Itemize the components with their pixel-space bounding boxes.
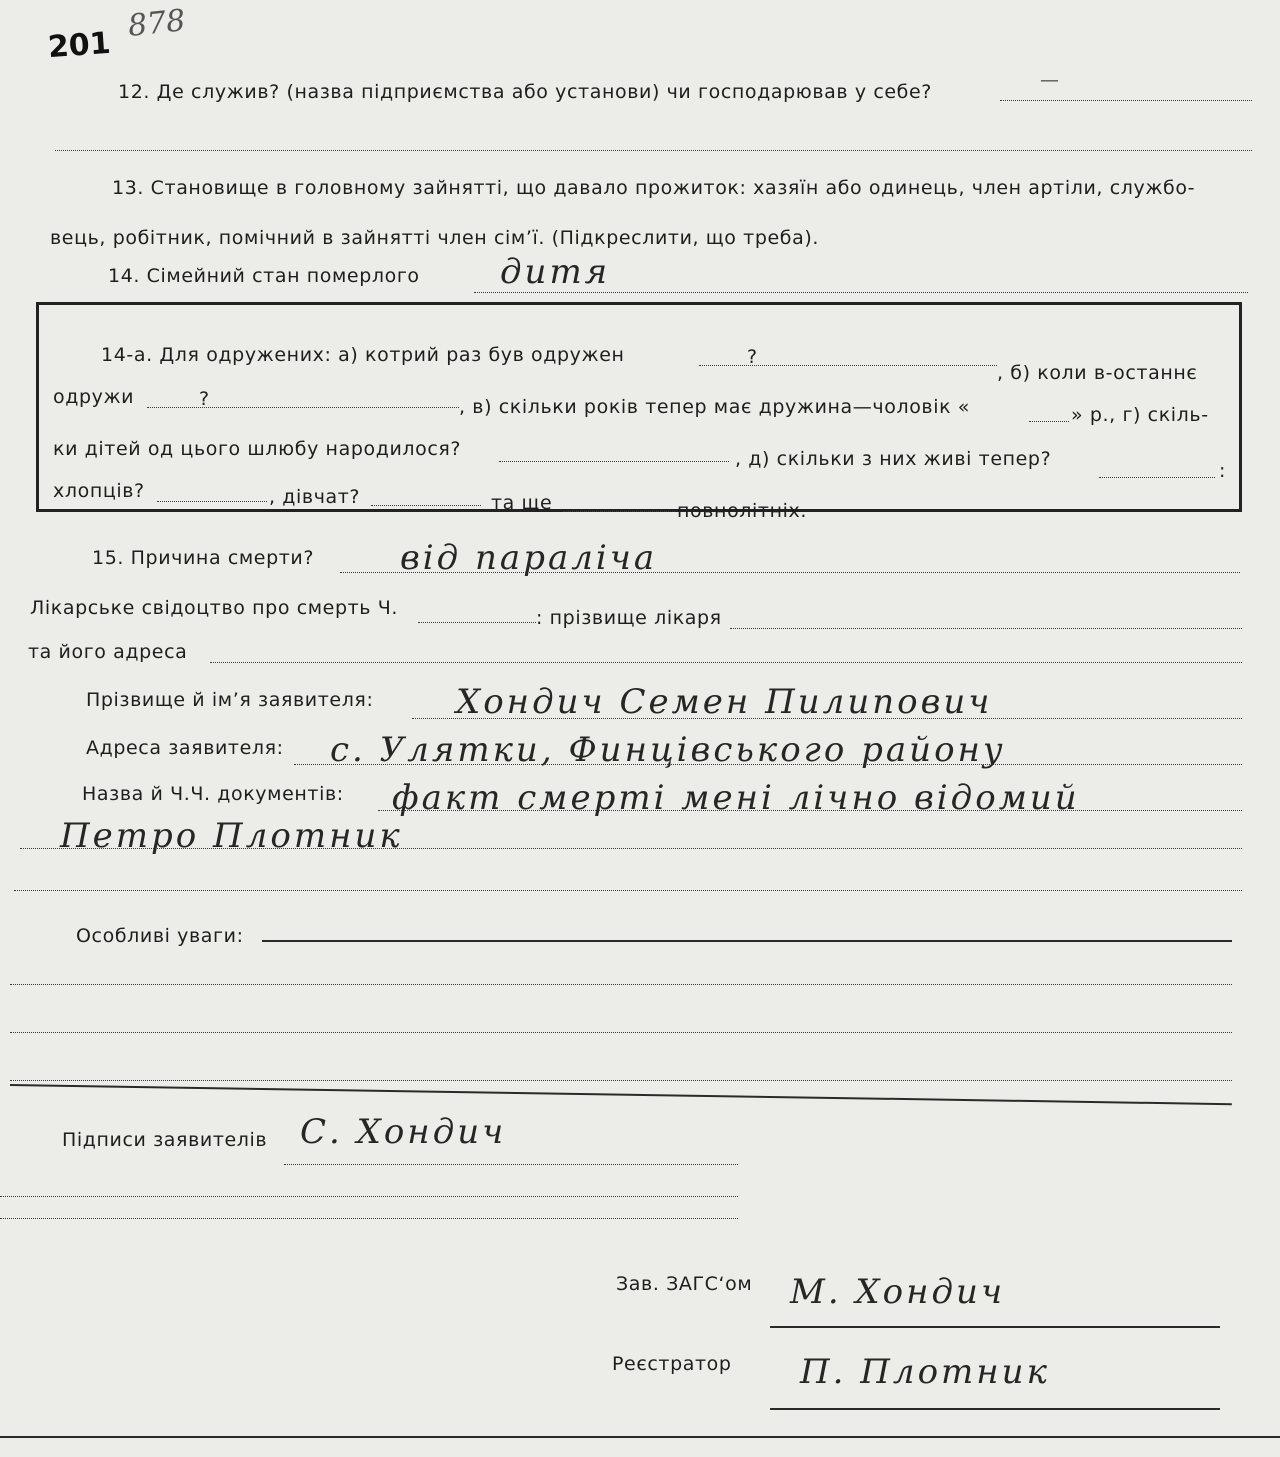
q12-label: 12. Де служив? (назва підприємства або установи) чи господарював у себе? bbox=[118, 81, 932, 103]
q14a-line-4-d: повнолітніх. bbox=[677, 500, 807, 522]
q14a-line-2-question-mark: ? bbox=[199, 388, 210, 410]
registrar-signature: П. Плотник bbox=[800, 1352, 1050, 1392]
notes-line-3[interactable] bbox=[10, 1032, 1232, 1033]
q14a-line-1-b: , б) коли в-останнє bbox=[997, 362, 1198, 384]
q14a-times-married-line[interactable] bbox=[699, 365, 997, 366]
q12-answer: — bbox=[1040, 69, 1060, 91]
notes-label: Особливі уваги: bbox=[76, 925, 244, 947]
applicant-address: с. Улятки, Финцівського району bbox=[330, 730, 1006, 770]
applicant-signature-line-3[interactable] bbox=[0, 1218, 738, 1219]
q14a-line-2-a: одружи bbox=[53, 386, 135, 408]
q14a-line-4-a: хлопців? bbox=[53, 480, 145, 502]
applicant-name: Хондич Семен Пилипович bbox=[456, 682, 993, 722]
applicant-documents-text-1: факт смерті мені лічно відомий bbox=[392, 778, 1080, 818]
applicant-signature-label: Підписи заявителів bbox=[62, 1129, 268, 1151]
q14a-boys-line[interactable] bbox=[157, 501, 267, 502]
q15-answer: від параліча bbox=[400, 538, 658, 578]
registrar-signature-line[interactable] bbox=[770, 1408, 1220, 1410]
q12-answer-line-2[interactable] bbox=[55, 150, 1252, 151]
q14a-adults-line[interactable] bbox=[563, 511, 675, 512]
q15-label: 15. Причина смерти? bbox=[92, 547, 315, 569]
q14a-line-2-c: » р., г) скіль- bbox=[1071, 404, 1209, 426]
q14a-line-2-b: , в) скільки років тепер має дружина—чоловік « bbox=[459, 396, 971, 418]
applicant-signature: С. Хондич bbox=[300, 1112, 507, 1152]
q15-doctor-address-line[interactable] bbox=[210, 662, 1242, 663]
q13-line-2: вець, робітник, помічний в зайнятті член сім’ї. (Підкреслити, що треба). bbox=[50, 227, 819, 249]
applicant-name-label: Прізвище й ім’я заявителя: bbox=[86, 689, 374, 711]
q14a-line-3-b: , д) скільки з них живі тепер? bbox=[735, 448, 1052, 470]
q15-certificate-number-line[interactable] bbox=[418, 622, 536, 623]
q14-answer: дитя bbox=[500, 252, 611, 292]
q14-answer-line[interactable] bbox=[474, 292, 1248, 293]
registrar-label: Реєстратор bbox=[612, 1353, 732, 1375]
q14a-line-1-question-mark: ? bbox=[747, 346, 758, 368]
q14-label: 14. Сімейний стан померлого bbox=[108, 265, 420, 287]
applicant-documents-text-2: Петро Плотник bbox=[60, 816, 403, 856]
zags-head-signature-line[interactable] bbox=[770, 1326, 1220, 1328]
q13-line-1: 13. Становище в головному зайнятті, що давало прожиток: хазяїн або одинець, член артіли, службо- bbox=[112, 177, 1196, 199]
notes-line-2[interactable] bbox=[10, 984, 1232, 985]
q14a-children-born-line[interactable] bbox=[499, 461, 729, 462]
applicant-documents-label: Назва й Ч.Ч. документів: bbox=[82, 783, 344, 805]
applicant-signature-line-2[interactable] bbox=[0, 1196, 738, 1197]
q15-doctor-label: : прізвище лікаря bbox=[536, 607, 722, 629]
q14a-line-3-colon: : bbox=[1219, 460, 1227, 482]
q14a-line-3-a: ки дітей од цього шлюбу народилося? bbox=[53, 438, 462, 460]
q14a-married-box bbox=[36, 302, 1242, 522]
applicant-address-label: Адреса заявителя: bbox=[86, 737, 284, 759]
page-bottom-rule bbox=[0, 1436, 1280, 1438]
q15-address-label: та його адреса bbox=[28, 641, 188, 663]
q14a-line-4-c: та ще bbox=[491, 492, 553, 514]
notes-line-1[interactable] bbox=[262, 940, 1232, 942]
archive-sheet-number: 201 bbox=[46, 25, 112, 66]
q15-doctor-name-line[interactable] bbox=[730, 628, 1242, 629]
notes-divider bbox=[10, 1084, 1232, 1105]
q14a-girls-line[interactable] bbox=[371, 505, 481, 506]
q14a-last-married-line[interactable] bbox=[147, 407, 459, 408]
q14a-line-1-label: 14-а. Для одружених: а) котрий раз був одружен bbox=[101, 344, 625, 366]
zags-head-label: Зав. ЗАГС‘ом bbox=[616, 1273, 753, 1295]
q14a-children-alive-line[interactable] bbox=[1099, 477, 1215, 478]
notes-line-4[interactable] bbox=[10, 1080, 1232, 1081]
zags-head-signature: М. Хондич bbox=[790, 1272, 1006, 1312]
q12-answer-line[interactable] bbox=[1000, 100, 1252, 101]
q15-certificate-label: Лікарське свідоцтво про смерть Ч. bbox=[30, 597, 398, 619]
applicant-signature-line[interactable] bbox=[284, 1164, 738, 1165]
archive-pencil-number: 878 bbox=[126, 3, 187, 44]
q14a-spouse-age-line[interactable] bbox=[1029, 421, 1069, 422]
applicant-documents-line-3[interactable] bbox=[14, 890, 1242, 891]
q14a-line-4-b: , дівчат? bbox=[269, 486, 361, 508]
